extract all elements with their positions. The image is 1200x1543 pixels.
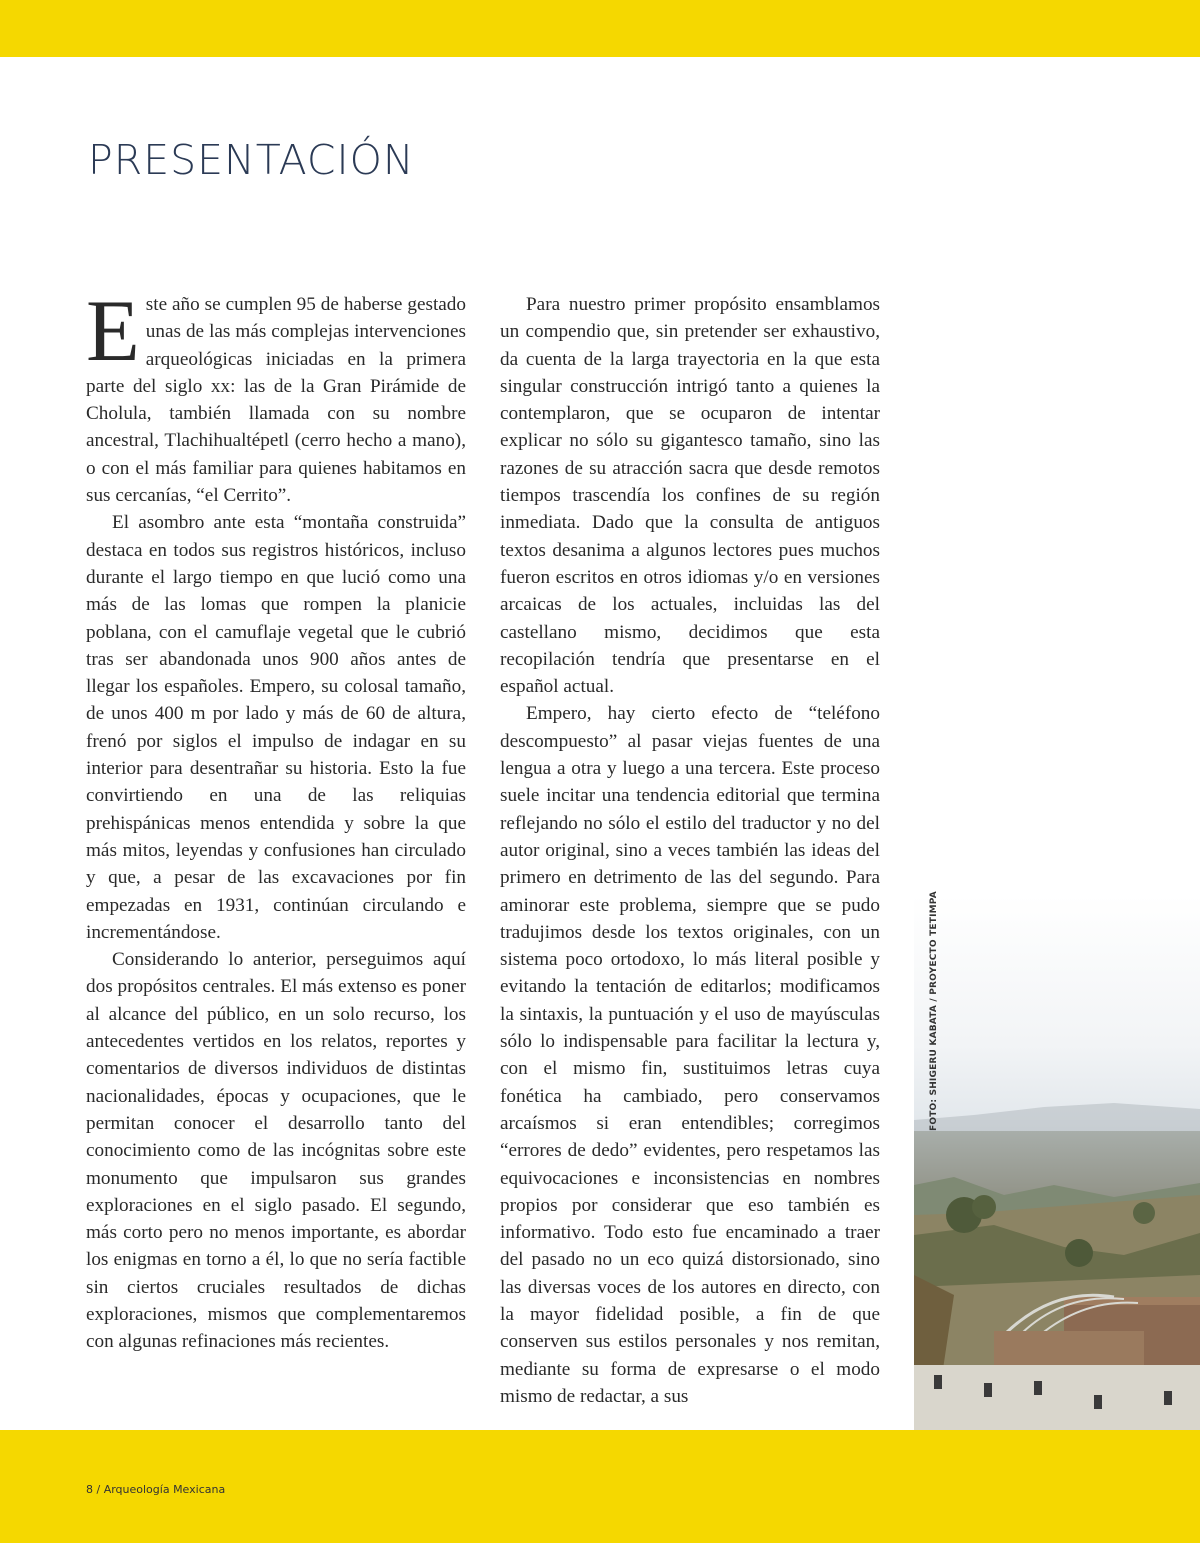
paragraph: Para nuestro primer propósito ensamblamos un compendio que, sin pretender ser exhaustivo, da cuenta de la larga trayectoria en la que esta singular construcción intrigó tanto a quienes la contemplaron, que se ocuparon de intentar explicar no sólo su gigantesco tamaño, sino las razones de su atracción sacra que desde remotos tiempos trascendía los confines de su región inmediata. Dado que la consulta de antiguos textos desanima a algunos lectores pues muchos fueron escritos en otros idiomas y/o en versiones arcaicas de los actuales, incluidas las del castellano mismo, decidimos que esta recopilación tendría que presentarse en el español actual. bbox=[500, 294, 880, 698]
landscape-photo bbox=[914, 895, 1200, 1430]
photo-credit: FOTO: SHIGERU KABATA / PROYECTO TETIMPA bbox=[929, 891, 939, 1131]
page-title: PRESENTACIÓN bbox=[88, 136, 415, 184]
page-footer: 8 / Arqueología Mexicana bbox=[86, 1483, 226, 1496]
top-color-band bbox=[0, 0, 1200, 57]
paragraph: Considerando lo anterior, perseguimos aquí dos propósitos centrales. El más extenso es poner al alcance del público, en un solo recurso, los antecedentes vertidos en los relatos, reportes y comentarios de diversos individuos de distintas nacionalidades, épocas y ocupaciones, que le permitan conocer el desarrollo tanto del conocimiento como de las incógnitas sobre este monumento que impulsaron sus grandes exploraciones en el siglo pasado. El segundo, más corto pero no menos importante, es abordar los enigmas en torno a él, lo que no sería factible sin ciertos cruciales resultados de dichas exploraciones, mismos que complementaremos con algunas refinaciones más recientes. bbox=[86, 949, 466, 1353]
article-column-right bbox=[500, 291, 880, 1410]
drop-cap: E bbox=[86, 283, 140, 380]
paragraph: El asombro ante esta “montaña construida” destaca en todos sus registros históricos, incluso durante el largo tiempo en que lució como una más de las lomas que rompen la planicie poblana, con el camuflaje vegetal que le cubrió tras ser abandonada unos 900 años antes de llegar los españoles. Empero, su colosal tamaño, de unos 400 m por lado y más de 60 de altura, frenó por siglos el impulso de indagar en su interior para desentrañar su historia. Esto la fue convirtiendo en una de las reliquias prehispánicas menos entendida y sobre la que más mitos, leyendas y confusiones han circulado y que, a pesar de las excavaciones por fin empezadas en 1931, continúan circulando e incrementándose. bbox=[86, 512, 466, 943]
paragraph-text: ste año se cumplen 95 de haberse gestado unas de las más complejas intervenciones arqueológicas iniciadas en la primera parte del siglo xx: las de la Gran Pirámide de Cholula, también llamada con su nombre ancestral, Tlachihualtépetl (cerro hecho a mano), o con el más familiar para quienes habitamos en sus cercanías, “el Cerrito”. bbox=[86, 294, 466, 507]
paragraph bbox=[86, 283, 466, 509]
article-column-left bbox=[86, 283, 466, 1356]
paragraph: Empero, hay cierto efecto de “teléfono descompuesto” al pasar viejas fuentes de una lengua a otra y luego a una tercera. Este proceso suele incitar una tendencia editorial que termina reflejando no sólo el estilo del traductor y no del autor original, sino a veces también las ideas del primero en detrimento de las del segundo. Para aminorar este problema, siempre que se pudo tradujimos desde los textos originales, con un sistema poco ortodoxo, lo más literal posible y evitando la tentación de editarlos; modificamos la sintaxis, la puntuación y el uso de mayúsculas sólo lo indispensable para facilitar la lectura y, con el mismo fin, sustituimos letras cuya fonética ha cambiado, pero conservamos arcaísmos si eran entendibles; corregimos “errores de dedo” evidentes, pero respetamos las equivocaciones e inconsistencias en nombres propios por considerar que eso también es informativo. Todo esto fue encaminado a traer del pasado no un eco quizá distorsionado, sino las diversas voces de los autores en directo, con la mayor fidelidad posible, a fin de que conserven sus estilos personales y nos remitan, mediante su forma de expresarse o el modo mismo de redactar, a sus bbox=[500, 703, 880, 1407]
